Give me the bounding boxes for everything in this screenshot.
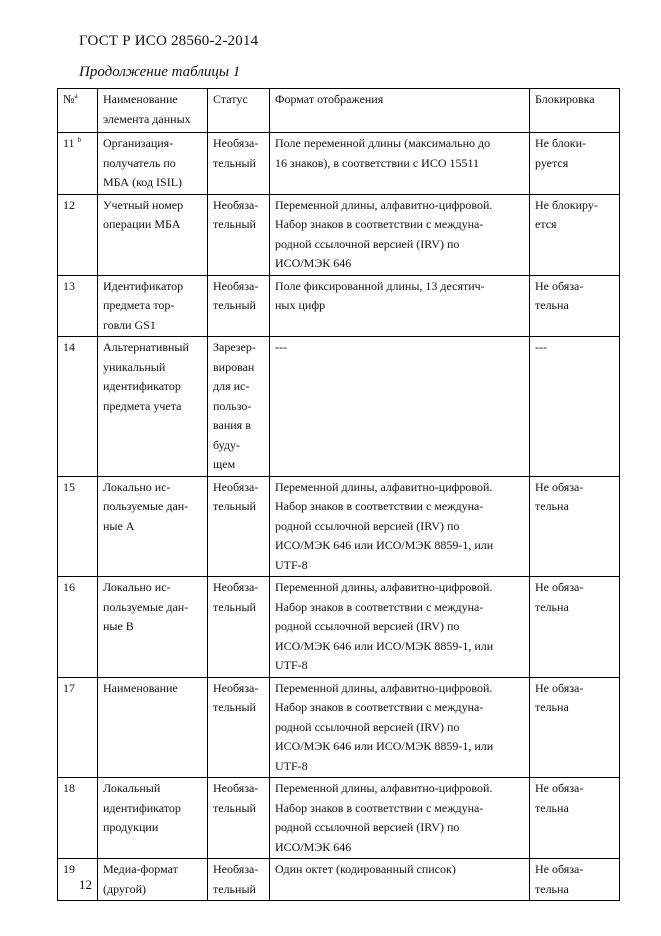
cell-name: Локально ис- пользуемые дан- ные А [98,476,208,577]
cell-number: 17 [58,677,98,778]
cell-number: 14 [58,337,98,477]
cell-number: 15 [58,476,98,577]
cell-name: Медиа-формат (другой) [98,859,208,901]
cell-lock: Не блокиру- ется [530,194,620,275]
cell-name: Учетный номер операции МБА [98,194,208,275]
cell-name: Наименование [98,677,208,778]
cell-status: Необяза- тельный [208,275,270,337]
cell-lock: --- [530,337,620,477]
column-header-number: №$^а$ [58,89,98,133]
document-header: ГОСТ Р ИСО 28560-2-2014 [79,33,259,49]
cell-status: Необяза- тельный [208,577,270,678]
table-row [58,133,620,195]
table-header-row [58,89,620,133]
cell-name: Локальный идентификатор продукции [98,778,208,859]
cell-format: Поле переменной длины (максимально до 16 знаков), в соответствии с ИСО 15511 [270,133,530,195]
cell-lock: Не обяза- тельна [530,275,620,337]
cell-lock: Не обяза- тельна [530,577,620,678]
cell-lock: Не обяза- тельна [530,677,620,778]
cell-status: Необяза- тельный [208,194,270,275]
cell-format: Поле фиксированной длины, 13 десятич- ных цифр [270,275,530,337]
table-caption: Продолжение таблицы 1 [79,64,241,80]
cell-lock: Не обяза- тельна [530,778,620,859]
cell-status: Зарезер- вирован для ис- пользо- вания в буду- щем [208,337,270,477]
cell-number: 16 [58,577,98,678]
cell-status: Необяза- тельный [208,859,270,901]
cell-format: Переменной длины, алфавитно-цифровой. Набор знаков в соответствии с междуна- родной ссылочной версией (IRV) по ИСО/МЭК 646 или ИСО/МЭК 8859-1, или UTF-8 [270,476,530,577]
cell-format: Один октет (кодированный список) [270,859,530,901]
table-row [58,778,620,859]
cell-number: 13 [58,275,98,337]
cell-lock: Не обяза- тельна [530,476,620,577]
cell-status: Необяза- тельный [208,133,270,195]
table-row [58,577,620,678]
column-header-name: Наименование элемента данных [98,89,208,133]
table-row [58,194,620,275]
cell-format: Переменной длины, алфавитно-цифровой. Набор знаков в соответствии с междуна- родной ссылочной версией (IRV) по ИСО/МЭК 646 или ИСО/МЭК 8859-1, или UTF-8 [270,577,530,678]
cell-format: Переменной длины, алфавитно-цифровой. Набор знаков в соответствии с междуна- родной ссылочной версией (IRV) по ИСО/МЭК 646 [270,778,530,859]
cell-number: 12 [58,194,98,275]
cell-lock: Не обяза- тельна [530,859,620,901]
cell-name: Локально ис- пользуемые дан- ные В [98,577,208,678]
cell-number: 19 [58,859,98,901]
cell-status: Необяза- тельный [208,476,270,577]
table-body [58,133,620,901]
cell-format: Переменной длины, алфавитно-цифровой. Набор знаков в соответствии с междуна- родной ссылочной версией (IRV) по ИСО/МЭК 646 или ИСО/МЭК 8859-1, или UTF-8 [270,677,530,778]
cell-name: Альтернативный уникальный идентификатор предмета учета [98,337,208,477]
column-header-lock: Блокировка [530,89,620,133]
data-elements-table [57,88,620,901]
cell-name: Идентификатор предмета тор- говли GS1 [98,275,208,337]
table-row [58,859,620,901]
table-row [58,476,620,577]
column-header-format: Формат отображения [270,89,530,133]
cell-number: 18 [58,778,98,859]
cell-number: 11 $^b$ [58,133,98,195]
cell-lock: Не блоки- руется [530,133,620,195]
cell-status: Необяза- тельный [208,677,270,778]
table-row [58,337,620,477]
cell-format: Переменной длины, алфавитно-цифровой. Набор знаков в соответствии с междуна- родной ссылочной версией (IRV) по ИСО/МЭК 646 [270,194,530,275]
cell-name: Организация- получатель по МБА (код ISIL) [98,133,208,195]
column-header-status: Статус [208,89,270,133]
table-row [58,275,620,337]
cell-format: --- [270,337,530,477]
table-row [58,677,620,778]
page-number: 12 [79,877,92,892]
cell-status: Необяза- тельный [208,778,270,859]
